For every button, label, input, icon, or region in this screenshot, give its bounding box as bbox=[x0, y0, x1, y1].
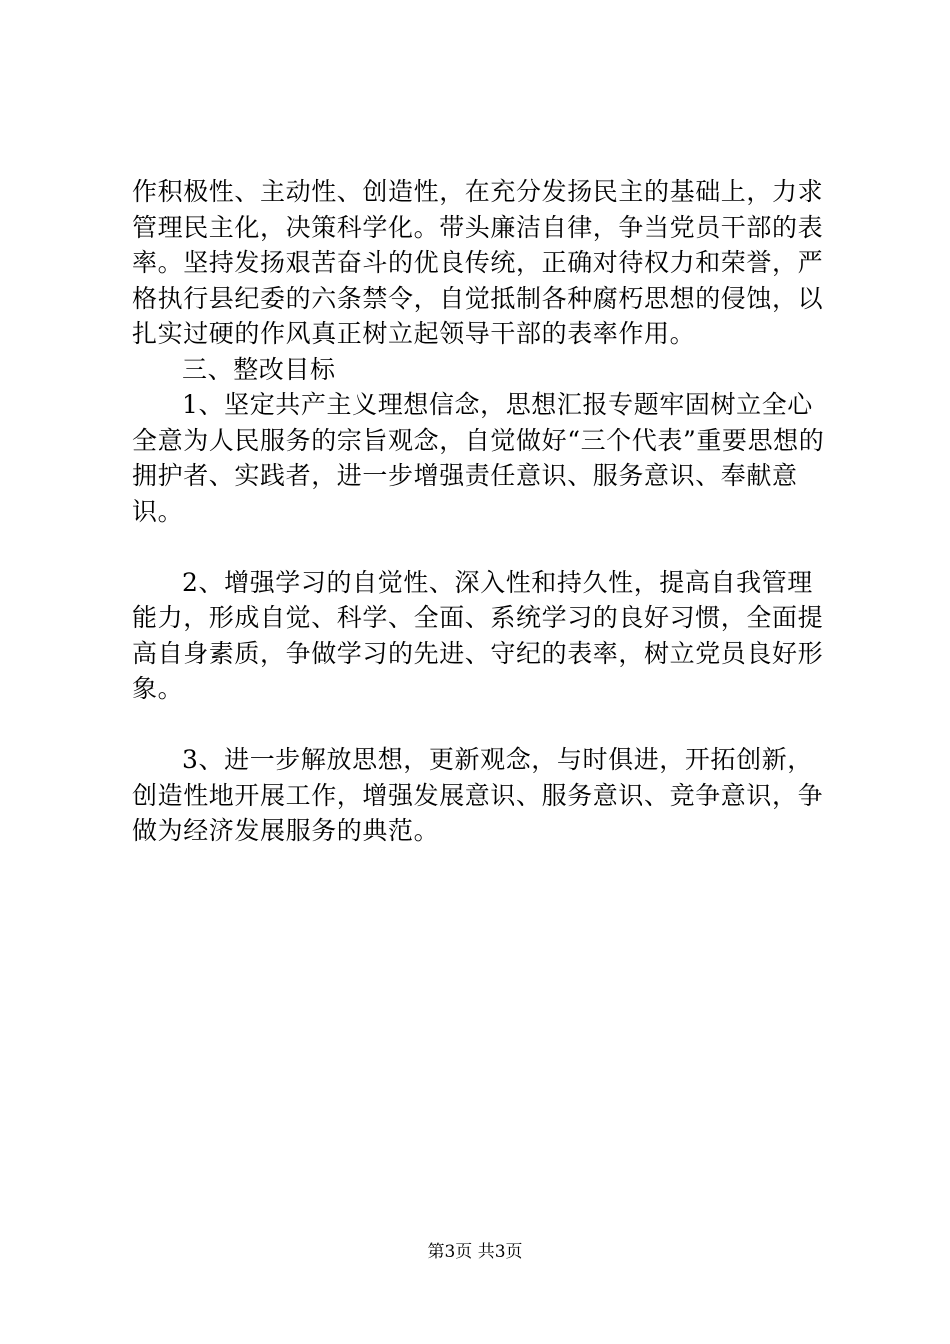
paragraph-gap bbox=[132, 707, 832, 743]
goal-item-2: 2、增强学习的自觉性、深入性和持久性，提高自我管理能力，形成自觉、科学、全面、系统学习的良好习惯，全面提高自身素质，争做学习的先进、守纪的表率，树立党员良好形象。 bbox=[132, 567, 824, 703]
continuation-paragraph: 作积极性、主动性、创造性，在充分发扬民主的基础上，力求管理民主化，决策科学化。带头廉洁自律，争当党员干部的表率。坚持发扬艰苦奋斗的优良传统，正确对待权力和荣誉，严格执行县纪委的六条禁令，自觉抵制各种腐朽思想的侵蚀，以扎实过硬的作风真正树立起领导干部的表率作用。 bbox=[132, 177, 824, 348]
section-heading: 三、整改目标 bbox=[182, 354, 336, 384]
document-body bbox=[132, 174, 832, 849]
goal-item-1: 1、坚定共产主义理想信念，思想汇报专题牢固树立全心全意为人民服务的宗旨观念，自觉做好“三个代表”重要思想的拥护者、实践者，进一步增强责任意识、服务意识、奉献意识。 bbox=[132, 390, 825, 526]
goal-item-3: 3、进一步解放思想，更新观念，与时俱进，开拓创新，创造性地开展工作，增强发展意识、服务意识、竞争意识，争做为经济发展服务的典范。 bbox=[132, 745, 824, 845]
paragraph-gap bbox=[132, 529, 832, 565]
page-footer: 第3页 共3页 bbox=[427, 1242, 523, 1262]
